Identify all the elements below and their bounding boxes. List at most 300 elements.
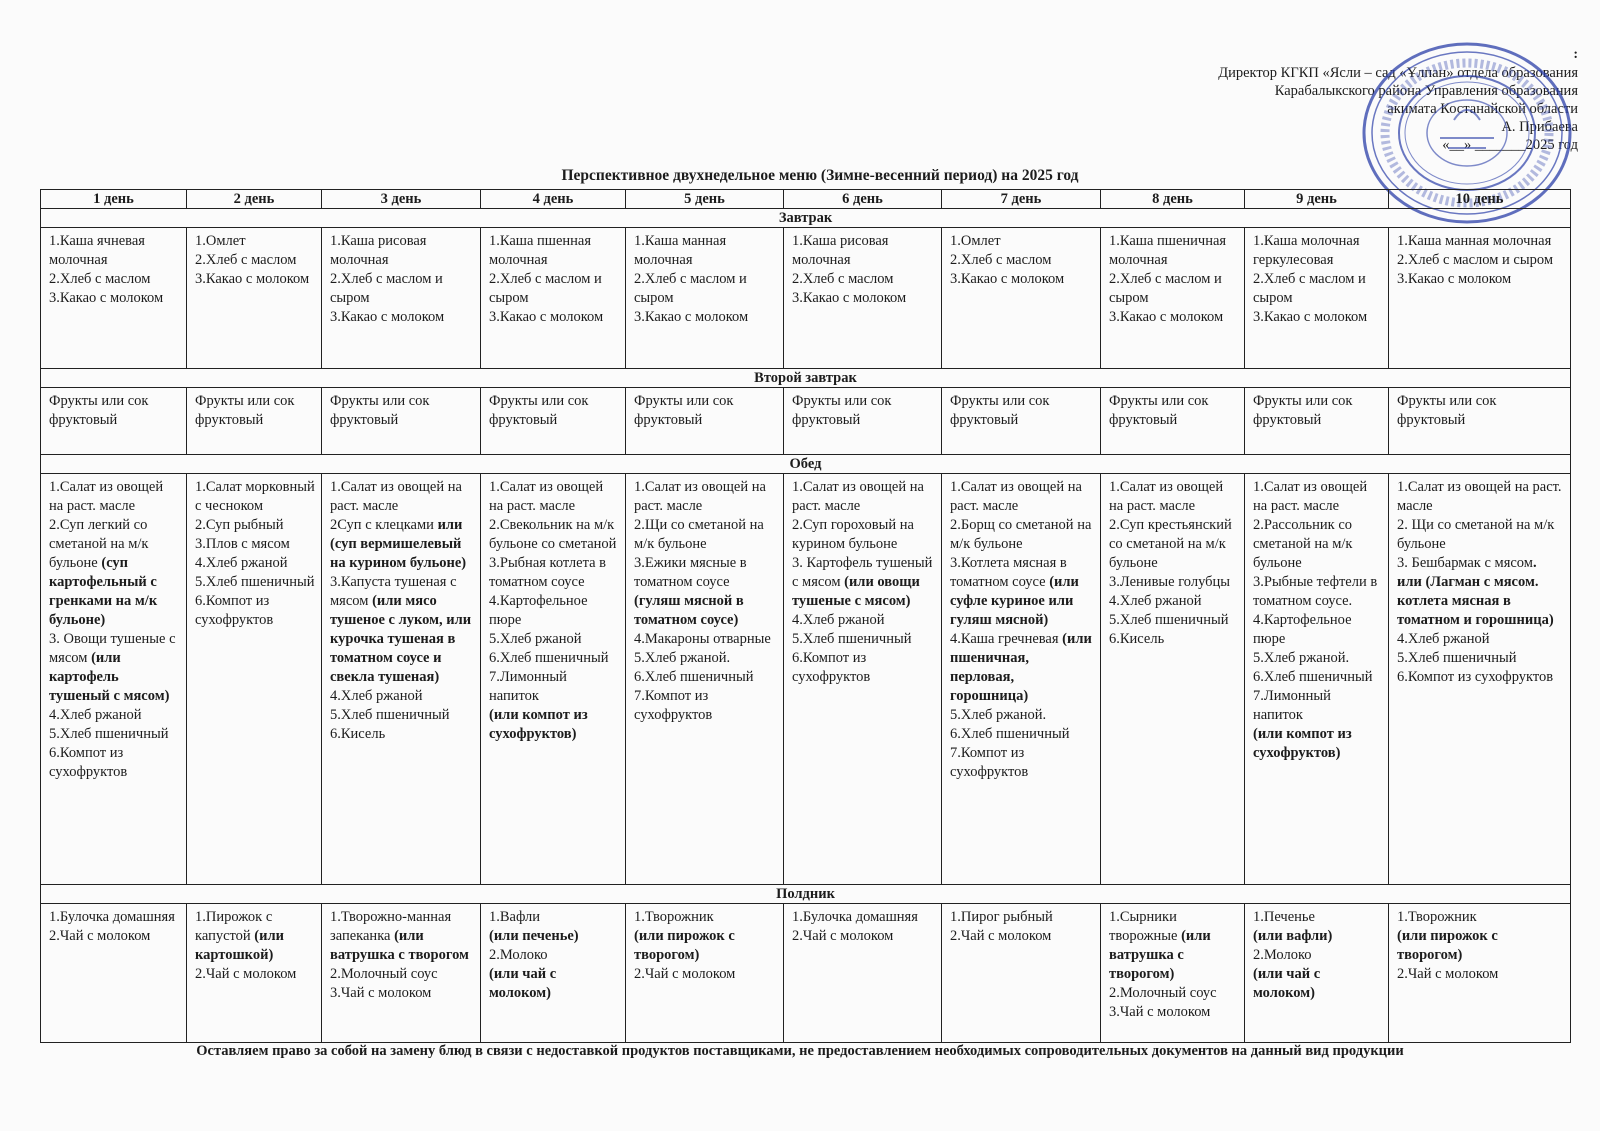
dish-text: 2.Хлеб с маслом [792, 271, 894, 287]
dish-text: Фрукты или сок фруктовый [1253, 393, 1353, 428]
dish-item [1109, 573, 1238, 592]
meal-header-row [41, 455, 1571, 474]
menu-cell [187, 904, 322, 1043]
dish-item [634, 687, 777, 725]
dish-item [1253, 392, 1382, 430]
dish-text: 1.Салат из овощей на раст. масле [489, 479, 604, 514]
menu-cell [626, 388, 784, 455]
dish-text: 2Суп с клецками [330, 517, 438, 533]
dish-alternative: (или компот из сухофруктов) [489, 707, 588, 742]
dish-text: 4.Хлеб ржаной [792, 612, 885, 628]
dish-text: 1.Салат из овощей на раст. масле [1253, 479, 1368, 514]
dish-alternative: или (суп вермишелевый на курином бульоне) [330, 517, 467, 571]
dish-item [195, 392, 315, 430]
dish-text: 3.Какао с молоком [330, 309, 445, 325]
dish-text: 5.Хлеб ржаной. [1253, 650, 1350, 666]
dish-item [950, 478, 1094, 516]
header-line: А. Прибаева [1501, 119, 1578, 135]
dish-text: 4.Хлеб ржаной [1109, 593, 1202, 609]
dish-text: 5.Хлеб ржаной [489, 631, 582, 647]
dish-text: 2.Чай с молоком [195, 966, 297, 982]
dish-text: 3.Ежики мясные в томатном соусе [634, 555, 747, 590]
dish-text: 1.Печенье [1253, 909, 1315, 925]
dish-text: 5.Хлеб пшеничный [1109, 612, 1229, 628]
dish-item [49, 630, 180, 706]
dish-item [1253, 668, 1382, 687]
dish-text: 1.Каша ячневая молочная [49, 233, 145, 268]
dish-text: 4.Хлеб ржаной [1397, 631, 1490, 647]
dish-alternative: (гуляш мясной в томатном соусе) [634, 593, 744, 628]
dish-item [330, 573, 474, 687]
dish-item [1253, 516, 1382, 573]
dish-text: 1.Каша пшеничная молочная [1109, 233, 1227, 268]
dish-text: 2.Хлеб с маслом и сыром [1109, 271, 1222, 306]
dish-item [792, 630, 935, 649]
dish-item [1253, 649, 1382, 668]
menu-cell [322, 388, 481, 455]
dish-text: 1.Салат морковный с чесноком [195, 479, 315, 514]
dish-text: Фрукты или сок фруктовый [49, 393, 149, 428]
dish-text: 7.Компот из сухофруктов [634, 688, 713, 723]
dish-item [950, 232, 1094, 251]
dish-text: 2.Борщ со сметаной на м/к бульоне [950, 517, 1092, 552]
dish-text: 2.Суп рыбный [195, 517, 284, 533]
dish-item [330, 270, 474, 308]
header-line: «__» _______2025 год [1442, 137, 1578, 153]
menu-cell [322, 228, 481, 369]
dish-item [489, 908, 619, 927]
dish-text: 1.Булочка домашняя [49, 909, 175, 925]
dish-alternative: (или вафли) [1253, 928, 1333, 944]
dish-text: 3.Капуста тушеная с мясом [330, 574, 457, 609]
dish-item [330, 725, 474, 744]
dish-item [489, 554, 619, 592]
dish-item [489, 232, 619, 270]
dish-text: 5.Хлеб пшеничный [195, 574, 315, 590]
menu-cell [322, 904, 481, 1043]
dish-text: 1.Салат из овощей на раст. масле [950, 479, 1082, 514]
menu-cell [187, 474, 322, 885]
dish-item [49, 392, 180, 430]
dish-text: 1.Салат из овощей на раст. масле [634, 479, 766, 514]
menu-cell [322, 474, 481, 885]
dish-item [1397, 478, 1564, 516]
dish-text: 1.Сырники творожные [1109, 909, 1182, 944]
dish-text: 4.Макароны отварные [634, 631, 771, 647]
dish-item [195, 592, 315, 630]
dish-item [195, 232, 315, 251]
dish-text: 7.Лимонный напиток [1253, 688, 1331, 723]
dish-item [195, 478, 315, 516]
dish-text: 4.Хлеб ржаной [195, 555, 288, 571]
dish-item [950, 908, 1094, 927]
dish-text: 3. Бешбармак с мясом [1397, 555, 1533, 571]
dish-alternative: . или (Лагман с мясом. котлета мясная в томатном и горошница) [1397, 555, 1554, 628]
dish-item [489, 649, 619, 668]
dish-item [634, 554, 777, 592]
dish-text: 5.Хлеб ржаной. [950, 707, 1047, 723]
dish-item [1397, 392, 1564, 430]
dish-item [1397, 668, 1564, 687]
dish-item [634, 908, 777, 927]
dish-item [195, 908, 315, 965]
dish-item [330, 478, 474, 516]
dish-alternative: (или картошкой) [195, 928, 284, 963]
dish-item [1109, 270, 1238, 308]
dish-text: 2. Щи со сметаной на м/к бульоне [1397, 517, 1555, 552]
dish-text: 3.Чай с молоком [1109, 1004, 1211, 1020]
dish-item [1397, 927, 1564, 965]
meal-row [41, 904, 1571, 1043]
dish-alternative: (суп картофельный с гренками на м/к бульоне) [49, 555, 158, 628]
day-header: 1 день [41, 190, 187, 209]
menu-cell [784, 904, 942, 1043]
dish-item [489, 392, 619, 430]
dish-item [950, 630, 1094, 706]
dish-item [792, 232, 935, 270]
meal-name: Второй завтрак [41, 369, 1571, 388]
dish-text: 3.Какао с молоком [634, 309, 749, 325]
dish-text: 6.Кисель [1109, 631, 1165, 647]
menu-cell [41, 904, 187, 1043]
dish-text: 4.Картофельное пюре [489, 593, 588, 628]
dish-text: 2.Чай с молоком [950, 928, 1052, 944]
dish-item [792, 270, 935, 289]
meal-header-row [41, 369, 1571, 388]
dish-text: 1.Салат из овощей на раст. масле [49, 479, 164, 514]
dish-item [489, 927, 619, 946]
menu-cell [1245, 904, 1389, 1043]
dish-item [195, 251, 315, 270]
dish-alternative: (или пирожок с творогом) [634, 928, 735, 963]
dish-item [1253, 573, 1382, 611]
menu-cell [41, 388, 187, 455]
dish-text: 5.Хлеб пшеничный [49, 726, 169, 742]
dish-item [634, 232, 777, 270]
header-line: Карабалыкского района Управления образования [1274, 83, 1578, 99]
dish-text: 3.Рыбные тефтели в томатном соусе. [1253, 574, 1378, 609]
header-line: Директор КГКП «Ясли – сад «Ұлпан» отдела образования [1218, 65, 1578, 81]
dish-item [950, 392, 1094, 430]
dish-item [792, 392, 935, 430]
dish-text: 3.Котлета мясная в томатном соусе [950, 555, 1067, 590]
dish-item [950, 706, 1094, 725]
dish-alternative: (или печенье) [489, 928, 579, 944]
meal-header-row [41, 209, 1571, 228]
dish-text: 6.Компот из сухофруктов [1397, 669, 1554, 685]
menu-cell [187, 228, 322, 369]
dish-item [1253, 270, 1382, 308]
dish-text: Фрукты или сок фруктовый [195, 393, 295, 428]
dish-item [489, 965, 619, 1003]
dish-text: 6.Кисель [330, 726, 386, 742]
meal-row [41, 388, 1571, 455]
dish-text: 1.Каша рисовая молочная [792, 233, 889, 268]
dish-item [330, 965, 474, 984]
dish-item [792, 908, 935, 927]
dish-item [792, 554, 935, 611]
dish-text: 3.Плов с мясом [195, 536, 290, 552]
dish-item [634, 630, 777, 649]
dish-item [49, 289, 180, 308]
dish-text: 1.Пирог рыбный [950, 909, 1053, 925]
header-colon: : [1573, 47, 1578, 62]
dish-text: 3.Какао с молоком [1253, 309, 1368, 325]
dish-text: 2.Суп крестьянский со сметаной на м/к бульоне [1109, 517, 1232, 571]
meal-row [41, 474, 1571, 885]
menu-cell [1101, 388, 1245, 455]
dish-text: 3.Ленивые голубцы [1109, 574, 1231, 590]
dish-text: 2.Щи со сметаной на м/к бульоне [634, 517, 764, 552]
dish-item [489, 270, 619, 308]
dish-item [1109, 516, 1238, 573]
day-header: 9 день [1245, 190, 1389, 209]
dish-item [1253, 478, 1382, 516]
dish-text: 3.Какао с молоком [950, 271, 1065, 287]
dish-item [950, 251, 1094, 270]
dish-item [489, 308, 619, 327]
dish-alternative: (или ватрушка с творогом) [1109, 928, 1211, 982]
dish-text: 2.Хлеб с маслом и сыром [330, 271, 443, 306]
dish-item [489, 592, 619, 630]
dish-text: 4.Хлеб ржаной [49, 707, 142, 723]
dish-text: Фрукты или сок фруктовый [634, 393, 734, 428]
dish-item [1253, 687, 1382, 725]
dish-item [634, 927, 777, 965]
menu-cell [1101, 474, 1245, 885]
menu-cell [1245, 388, 1389, 455]
dish-item [1109, 232, 1238, 270]
dish-text: Фрукты или сок фруктовый [950, 393, 1050, 428]
dish-item [634, 478, 777, 516]
dish-item [1397, 270, 1564, 289]
dish-alternative: (или пирожок с творогом) [1397, 928, 1498, 963]
dish-text: 1.Омлет [950, 233, 1001, 249]
dish-item [1109, 611, 1238, 630]
dish-item [195, 965, 315, 984]
dish-text: 2.Хлеб с маслом и сыром [634, 271, 747, 306]
dish-item [489, 706, 619, 744]
dish-text: 6.Компот из сухофруктов [792, 650, 871, 685]
dish-alternative: (или овощи тушеные с мясом) [792, 574, 920, 609]
menu-cell [942, 388, 1101, 455]
dish-item [634, 516, 777, 554]
menu-cell [784, 388, 942, 455]
menu-cell [1389, 228, 1571, 369]
dish-text: 1.Салат из овощей на раст. масле [330, 479, 462, 514]
menu-body [41, 209, 1571, 1043]
dish-item [1109, 984, 1238, 1003]
meal-row [41, 228, 1571, 369]
dish-item [950, 270, 1094, 289]
dish-text: 1.Салат из овощей на раст. масле [792, 479, 924, 514]
menu-cell [626, 474, 784, 885]
dish-text: 6.Хлеб пшеничный [1253, 669, 1373, 685]
meal-name: Завтрак [41, 209, 1571, 228]
dish-alternative: (или чай с молоком) [489, 966, 557, 1001]
dish-item [1253, 232, 1382, 270]
approval-header [1218, 46, 1578, 154]
dish-alternative: (или мясо тушеное с луком, или курочка тушеная в томатном соусе и свекла тушеная) [330, 593, 472, 685]
dish-text: 1.Салат из овощей на раст. масле [1397, 479, 1562, 514]
dish-item [792, 478, 935, 516]
dish-item [634, 649, 777, 668]
dish-item [634, 392, 777, 430]
dish-text: 2.Хлеб с маслом и сыром [489, 271, 602, 306]
footer-note: Оставляем право за собой на замену блюд в связи с недоставкой продуктов поставщиками, не предоставлением необходимых сопроводительных документов на данный вид продукции [196, 1043, 1404, 1059]
dish-text: 3. Овощи тушеные с мясом [49, 631, 176, 666]
dish-text: 4.Картофельное пюре [1253, 612, 1352, 647]
dish-item [330, 308, 474, 327]
dish-item [330, 516, 474, 573]
dish-text: 4.Хлеб ржаной [330, 688, 423, 704]
dish-item [49, 232, 180, 270]
dish-item [1397, 630, 1564, 649]
dish-item [49, 927, 180, 946]
dish-item [49, 725, 180, 744]
dish-text: 6.Хлеб пшеничный [634, 669, 754, 685]
dish-item [1109, 478, 1238, 516]
dish-item [1253, 946, 1382, 965]
dish-text: 4.Каша гречневая [950, 631, 1063, 647]
dish-item [195, 516, 315, 535]
menu-cell [1245, 228, 1389, 369]
dish-text: 2.Молочный соус [1109, 985, 1217, 1001]
dish-text: Фрукты или сок фруктовый [792, 393, 892, 428]
menu-table [40, 189, 1571, 1043]
menu-cell [626, 904, 784, 1043]
dish-item [1109, 392, 1238, 430]
dish-item [634, 592, 777, 630]
dish-item [950, 554, 1094, 630]
dish-text: 5.Хлеб пшеничный [792, 631, 912, 647]
dish-item [792, 649, 935, 687]
dish-text: 2.Молочный соус [330, 966, 438, 982]
dish-item [792, 927, 935, 946]
dish-item [489, 630, 619, 649]
dish-item [330, 908, 474, 965]
dish-item [489, 946, 619, 965]
dish-item [634, 965, 777, 984]
dish-text: 2.Молоко [489, 947, 548, 963]
dish-item [1109, 1003, 1238, 1022]
dish-item [195, 554, 315, 573]
menu-title: Перспективное двухнедельное меню (Зимне-весенний период) на 2025 год [561, 167, 1079, 184]
dish-item [330, 687, 474, 706]
dish-text: 1.Булочка домашняя [792, 909, 918, 925]
menu-cell [41, 228, 187, 369]
dish-alternative: (или чай с молоком) [1253, 966, 1321, 1001]
dish-text: 2.Суп легкий со сметаной на м/к бульоне [49, 517, 149, 571]
header-line: акимата Костанайской области [1387, 101, 1578, 117]
day-header-row [41, 190, 1571, 209]
dish-text: 1.Каша рисовая молочная [330, 233, 427, 268]
dish-text: 7.Лимонный напиток [489, 669, 567, 704]
menu-cell [1389, 904, 1571, 1043]
dish-text: 1.Пирожок с капустой [195, 909, 273, 944]
dish-text: 7.Компот из сухофруктов [950, 745, 1029, 780]
dish-item [950, 927, 1094, 946]
dish-text: 3.Какао с молоком [1397, 271, 1512, 287]
dish-item [195, 535, 315, 554]
dish-text: 1.Каша манная молочная [1397, 233, 1552, 249]
dish-alternative: (или суфле куриное или гуляш мясной) [950, 574, 1079, 628]
meal-header-row [41, 885, 1571, 904]
menu-cell [481, 388, 626, 455]
dish-text: Фрукты или сок фруктовый [330, 393, 430, 428]
dish-text: 2.Свекольник на м/к бульоне со сметаной [489, 517, 617, 552]
dish-item [1109, 908, 1238, 984]
dish-text: 1.Каша пшенная молочная [489, 233, 592, 268]
dish-item [1253, 611, 1382, 649]
dish-text: 5.Хлеб ржаной. [634, 650, 731, 666]
meal-name: Обед [41, 455, 1571, 474]
dish-text: 6.Хлеб пшеничный [950, 726, 1070, 742]
dish-text: 2.Хлеб с маслом и сыром [1253, 271, 1366, 306]
menu-cell [784, 474, 942, 885]
dish-text: 5.Хлеб пшеничный [330, 707, 450, 723]
dish-item [195, 573, 315, 592]
dish-item [49, 516, 180, 630]
dish-text: 3.Какао с молоком [792, 290, 907, 306]
dish-item [950, 744, 1094, 782]
dish-text: 6.Компот из сухофруктов [195, 593, 274, 628]
dish-item [330, 706, 474, 725]
dish-item [950, 516, 1094, 554]
dish-item [489, 668, 619, 706]
menu-cell [187, 388, 322, 455]
dish-text: 2.Суп гороховый на курином бульоне [792, 517, 914, 552]
dish-text: Фрукты или сок фруктовый [489, 393, 589, 428]
dish-text: 3.Какао с молоком [49, 290, 164, 306]
dish-item [489, 478, 619, 516]
menu-cell [481, 474, 626, 885]
dish-text: 2.Молоко [1253, 947, 1312, 963]
dish-item [1109, 592, 1238, 611]
dish-alternative: (или ватрушка с творогом [330, 928, 469, 963]
dish-text: Фрукты или сок фруктовый [1109, 393, 1209, 428]
dish-item [330, 232, 474, 270]
menu-cell [784, 228, 942, 369]
dish-item [1397, 965, 1564, 984]
dish-item [634, 308, 777, 327]
dish-text: 1.Омлет [195, 233, 246, 249]
menu-cell [1101, 904, 1245, 1043]
day-header: 10 день [1389, 190, 1571, 209]
dish-item [1109, 630, 1238, 649]
dish-text: 3.Какао с молоком [1109, 309, 1224, 325]
dish-text: 6.Компот из сухофруктов [49, 745, 128, 780]
dish-item [634, 270, 777, 308]
dish-text: 5.Хлеб пшеничный [1397, 650, 1517, 666]
dish-text: 6.Хлеб пшеничный [489, 650, 609, 666]
menu-cell [481, 228, 626, 369]
dish-text: 1.Творожно-манная запеканка [330, 909, 452, 944]
dish-text: 1.Каша манная молочная [634, 233, 727, 268]
day-header: 7 день [942, 190, 1101, 209]
dish-text: 2.Хлеб с маслом [195, 252, 297, 268]
dish-item [1109, 308, 1238, 327]
dish-item [1253, 965, 1382, 1003]
day-header: 4 день [481, 190, 626, 209]
dish-item [49, 908, 180, 927]
dish-text: 2.Хлеб с маслом и сыром [1397, 252, 1554, 268]
dish-item [330, 984, 474, 1003]
dish-alternative: (или пшеничная, перловая, горошница) [950, 631, 1092, 704]
dish-item [1253, 725, 1382, 763]
dish-item [330, 392, 474, 430]
dish-text: 2.Чай с молоком [792, 928, 894, 944]
